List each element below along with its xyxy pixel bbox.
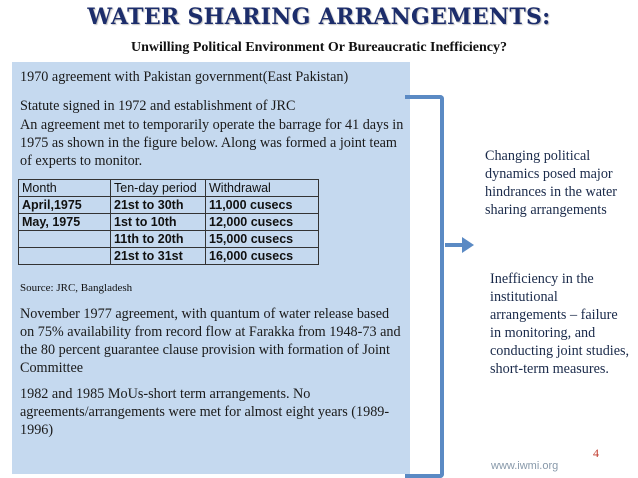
- cell-month: April,1975: [19, 197, 111, 214]
- slide-subtitle: Unwilling Political Environment Or Bureaucratic Inefficiency?: [130, 40, 508, 55]
- header-withdrawal: Withdrawal: [206, 180, 319, 197]
- cell-period: 11th to 20th: [111, 231, 206, 248]
- cell-period: 1st to 10th: [111, 214, 206, 231]
- cell-period: 21st to 31st: [111, 248, 206, 265]
- cell-withdrawal: 15,000 cusecs: [206, 231, 319, 248]
- para-1972-statute: Statute signed in 1972 and establishment of JRC: [20, 98, 296, 114]
- slide-title: WATER SHARING ARRANGEMENTS:: [87, 4, 551, 30]
- cell-withdrawal: 16,000 cusecs: [206, 248, 319, 265]
- table-row: [19, 231, 319, 248]
- para-1970-agreement: 1970 agreement with Pakistan government(East Pakistan): [20, 69, 349, 85]
- page-number: 4: [593, 446, 599, 460]
- table-header-row: [19, 180, 319, 197]
- cell-withdrawal: 11,000 cusecs: [206, 197, 319, 214]
- cell-month: [19, 248, 111, 265]
- arrow-right-icon: [462, 237, 474, 253]
- table-source: Source: JRC, Bangladesh: [20, 282, 133, 294]
- arrow-shaft: [445, 243, 463, 247]
- website-url: www.iwmi.org: [491, 460, 559, 472]
- cell-month: [19, 231, 111, 248]
- note-institutional-inefficiency: Inefficiency in the institutional arrangements – failure in monitoring, and conducting joint studies, short-term measures.: [490, 271, 630, 377]
- header-ten-day-period: Ten-day period: [111, 180, 206, 197]
- cell-period: 21st to 30th: [111, 197, 206, 214]
- table-row: [19, 197, 319, 214]
- para-1975-agreement: An agreement met to temporarily operate the barrage for 41 days in 1975 as shown in the figure below. Along was formed a joint team of experts to monitor.: [20, 117, 404, 169]
- bracket-connector: [405, 95, 444, 478]
- para-mous: 1982 and 1985 MoUs-short term arrangements. No agreements/arrangements were met for almost eight years (1989-1996): [20, 386, 390, 438]
- note-political-dynamics: Changing political dynamics posed major hindrances in the water sharing arrangements: [485, 148, 617, 218]
- para-1977-agreement: November 1977 agreement, with quantum of water release based on 75% availability from record flow at Farakka from 1948-73 and the 80 percent guarantee clause provision with formation of Joint Committee: [20, 306, 401, 376]
- header-month: Month: [19, 180, 111, 197]
- withdrawal-table: [18, 179, 319, 265]
- cell-month: May, 1975: [19, 214, 111, 231]
- cell-withdrawal: 12,000 cusecs: [206, 214, 319, 231]
- table-row: [19, 248, 319, 265]
- table-row: [19, 214, 319, 231]
